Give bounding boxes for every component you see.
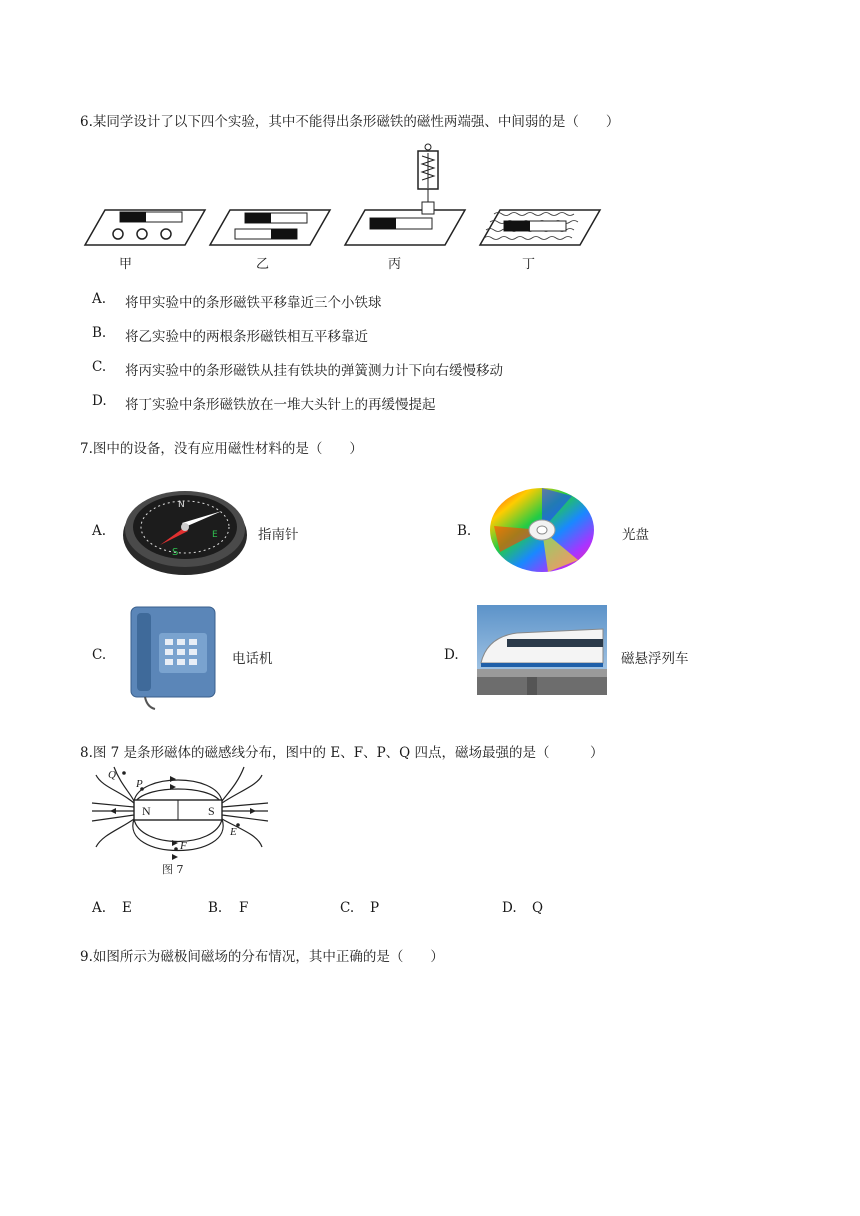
panel-yi-figure <box>210 210 330 245</box>
point-q-label: Q <box>108 769 116 781</box>
bar-magnet-field-figure <box>90 763 280 878</box>
north-pole-label: N <box>142 804 151 818</box>
q8-option-c-text: P <box>370 900 380 916</box>
q7-option-c-text: 电话机 <box>232 651 273 667</box>
point-e-label: E <box>230 826 237 838</box>
question-7-stem: 7.图中的设备，没有应用磁性材料的是（ ） <box>80 441 363 457</box>
panel-label-bing: 丙 <box>388 257 402 272</box>
figure-7-caption: 图 7 <box>162 863 184 876</box>
q6-option-a-letter: A. <box>92 291 107 307</box>
svg-text:N: N <box>178 500 185 510</box>
q6-option-c-text: 将丙实验中的条形磁铁从挂有铁块的弹簧测力计下向右缓慢移动 <box>125 363 503 379</box>
panel-jia-figure <box>85 210 205 245</box>
q6-option-d-text: 将丁实验中条形磁铁放在一堆大头针上的再缓慢提起 <box>125 397 436 413</box>
panel-label-jia: 甲 <box>119 257 133 272</box>
panel-bing-figure <box>345 144 465 245</box>
q7-option-a-letter: A. <box>92 523 107 539</box>
compass-icon <box>122 485 248 577</box>
panel-label-yi: 乙 <box>256 257 270 272</box>
q7-option-b-letter: B. <box>457 523 472 539</box>
question-6-stem: 6.某同学设计了以下四个实验，其中不能得出条形磁铁的磁性两端强、中间弱的是（ ） <box>80 114 620 130</box>
svg-text:S: S <box>172 547 179 558</box>
q7-option-c-letter: C. <box>92 647 107 663</box>
q7-option-b-text: 光盘 <box>622 527 649 543</box>
q8-option-a-text: E <box>122 900 132 916</box>
q8-option-c-letter: C. <box>340 900 355 916</box>
q8-option-a-letter: A. <box>92 900 107 916</box>
q8-option-b-letter: B. <box>208 900 223 916</box>
panel-label-ding: 丁 <box>522 257 536 272</box>
q7-option-d-text: 磁悬浮列车 <box>621 651 689 667</box>
q6-option-b-letter: B. <box>92 325 107 341</box>
question-8-stem: 8.图 7 是条形磁体的磁感线分布，图中的 E、F、P、Q 四点，磁场最强的是（ ） <box>80 745 604 761</box>
point-p-label: P <box>136 778 143 790</box>
q6-option-d-letter: D. <box>92 393 107 409</box>
q7-option-d-letter: D. <box>444 647 459 663</box>
svg-text:E: E <box>212 530 218 540</box>
q8-option-d-text: Q <box>532 900 544 916</box>
q7-option-a-text: 指南针 <box>258 527 299 543</box>
maglev-train-icon <box>477 605 607 695</box>
question-6-figure <box>80 140 620 275</box>
south-pole-label: S <box>208 804 215 818</box>
q8-option-d-letter: D. <box>502 900 517 916</box>
q6-option-b-text: 将乙实验中的两根条形磁铁相互平移靠近 <box>125 329 368 345</box>
q6-option-a-text: 将甲实验中的条形磁铁平移靠近三个小铁球 <box>125 295 382 311</box>
panel-ding-figure <box>480 210 600 245</box>
q8-option-b-text: F <box>239 900 249 916</box>
cd-icon <box>488 486 596 574</box>
point-f-label: F <box>180 840 187 852</box>
question-9-stem: 9.如图所示为磁极间磁场的分布情况，其中正确的是（ ） <box>80 949 444 965</box>
telephone-icon <box>125 603 221 711</box>
q6-option-c-letter: C. <box>92 359 107 375</box>
